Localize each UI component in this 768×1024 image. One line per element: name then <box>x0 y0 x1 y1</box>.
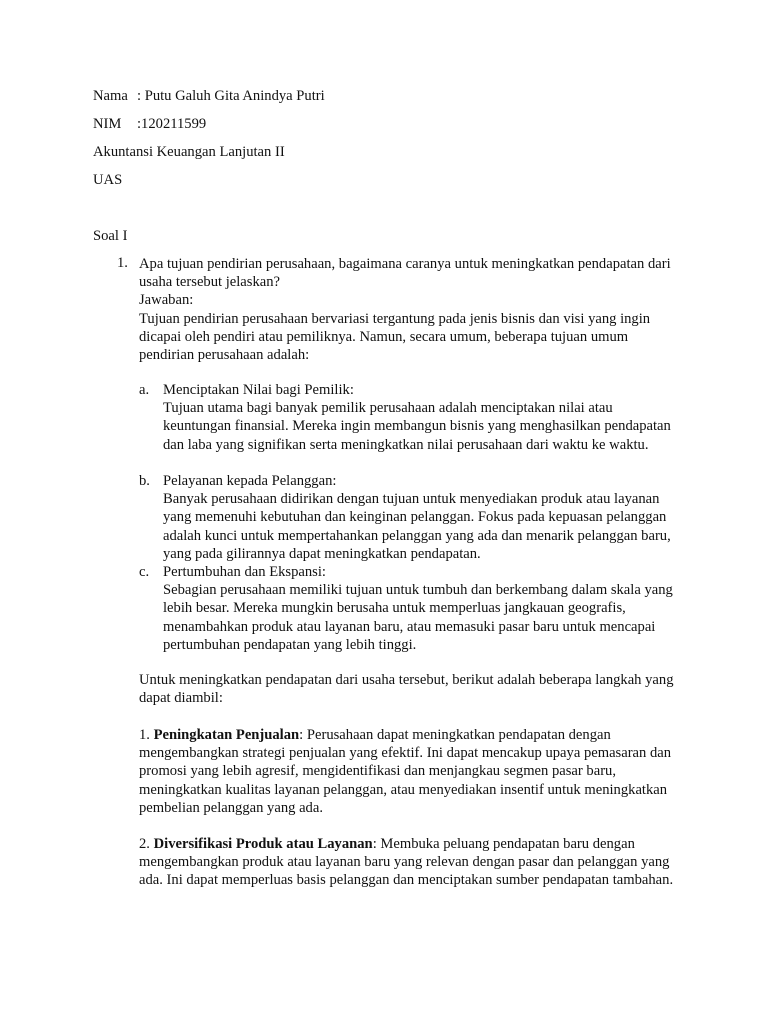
point-title: Pertumbuhan dan Ekspansi: <box>163 564 326 580</box>
list-item <box>139 381 679 454</box>
question-block <box>139 255 679 364</box>
point-text: Tujuan utama bagi banyak pemilik perusahaan adalah menciptakan nilai atau keuntungan finansial. Mereka ingin membangun bisnis yang menghasilkan pendapatan dan laba yang signifikan serta meningkatkan nilai perusahaan dari waktu ke waktu. <box>163 400 671 453</box>
name-value: : Putu Galuh Gita Anindya Putri <box>137 88 325 104</box>
step-title: Peningkatan Penjualan <box>153 727 300 743</box>
question-text: Apa tujuan pendirian perusahaan, bagaimana caranya untuk meningkatkan pendapatan dari usaha tersebut jelaskan? <box>139 256 671 291</box>
point-title: Menciptakan Nilai bagi Pemilik: <box>163 382 354 398</box>
step-number: 1. <box>139 727 154 743</box>
step-title: Diversifikasi Produk atau Layanan <box>153 836 373 852</box>
section-title: Soal I <box>93 228 128 244</box>
nim-line <box>93 116 206 133</box>
point-text: Sebagian perusahaan memiliki tujuan untuk tumbuh dan berkembang dalam skala yang lebih besar. Mereka mungkin berusaha untuk memperluas jangkauan geografis, menambahkan produk atau layanan baru, atau memasuki pasar baru untuk mencapai pertumbuhan pendapatan yang lebih tinggi. <box>163 582 673 653</box>
point-title: Pelayanan kepada Pelanggan: <box>163 473 337 489</box>
point-text: Banyak perusahaan didirikan dengan tujuan untuk menyediakan produk atau layanan yang memenuhi kebutuhan dan keinginan pelanggan. Fokus pada kepuasan pelanggan adalah kunci untuk mempertahankan pelanggan yang ada dan menarik pelanggan baru, yang pada gilirannya dapat meningkatkan pendapatan. <box>163 491 671 562</box>
step-item <box>139 726 679 817</box>
list-marker: c. <box>139 564 150 580</box>
name-label: Nama <box>93 88 128 104</box>
exam-title: UAS <box>93 172 123 188</box>
step-text: : Membuka peluang pendapatan baru dengan mengembangkan produk atau layanan baru yang relevan dengan pasar dan pelanggan yang ada. Ini dapat memperluas basis pelanggan dan menciptakan sumber pendapatan tambahan. <box>139 836 674 889</box>
nim-label: NIM <box>93 116 122 132</box>
name-line <box>93 88 325 105</box>
answer-label: Jawaban: <box>139 292 194 309</box>
answer-intro: Tujuan pendirian perusahaan bervariasi tergantung pada jenis bisnis dan visi yang ingin dicapai oleh pendiri atau pemiliknya. Namun, secara umum, beberapa tujuan umum pendirian perusahaan adalah: <box>139 310 651 364</box>
steps-intro: Untuk meningkatkan pendapatan dari usaha tersebut, berikut adalah beberapa langkah yang dapat diambil: <box>139 672 674 707</box>
list-marker: a. <box>139 382 150 398</box>
step-number: 2. <box>139 836 154 852</box>
list-item <box>139 563 679 654</box>
list-item <box>139 472 679 563</box>
question-number: 1. <box>117 255 128 271</box>
step-text: : Perusahaan dapat meningkatkan pendapatan dengan mengembangkan strategi penjualan yang efektif. Ini dapat mencakup upaya pemasaran dan promosi yang lebih agresif, mengidentifikasi dan menjangkau segmen pasar baru, meningkatkan kualitas layanan pelanggan, atau menyediakan insentif untuk meningkatkan pembelian pelanggan yang ada. <box>139 727 672 816</box>
list-marker: b. <box>139 473 150 489</box>
nim-value: :120211599 <box>137 116 207 132</box>
course-title: Akuntansi Keuangan Lanjutan II <box>93 144 285 160</box>
step-item <box>139 835 679 890</box>
